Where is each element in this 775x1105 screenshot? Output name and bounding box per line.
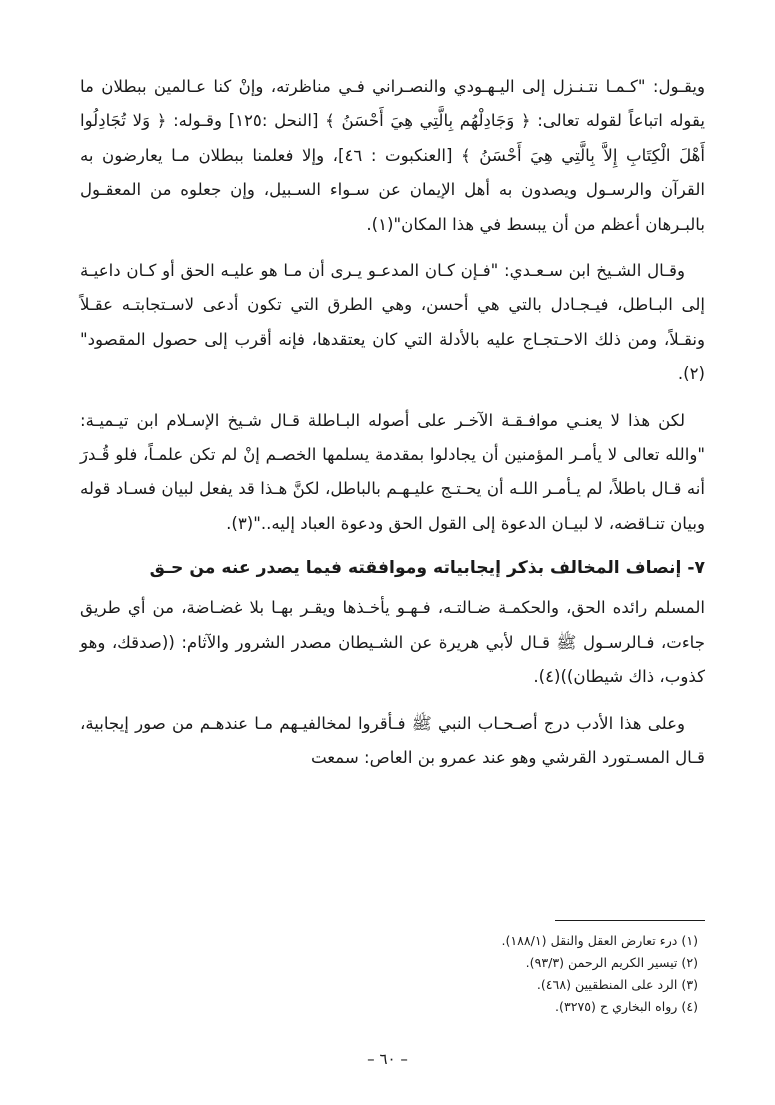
footnotes [80, 930, 698, 1018]
footnote: (٤) رواه البخاري ح (٣٢٧٥). [555, 999, 698, 1014]
paragraph: ويقـول: "كـمـا نتـنـزل إلى اليـهـودي والنصـراني فـي مناظرته، وإنْ كنا عـالمين ببطلان ما يقوله اتباعاً لقوله تعالى: ﴿ وَجَادِلْهُم بِالَّتِي هِيَ أَحْسَنُ ﴾ [النحل :١٢٥] وقـوله: ﴿ وَلا تُجَادِلُوا أَهْلَ الْكِتَابِ إِلاَّ بِالَّتِي هِيَ أَحْسَنُ ﴾ [العنكبوت : ٤٦]، وإلا فعلمنا ببطلان مـا يعارضون به القرآن والرسـول ويصدون به أهل الإيمان عن سـواء السـبيل، وإن جعلوه من المعقـول بالبـرهان أعظم من أن يبسط في هذا المكان"(١). [80, 77, 705, 234]
paragraph: وعلى هذا الأدب درج أصـحـاب النبي ﷺ فـأقروا لمخالفيـهم مـا عندهـم من صور إيجابية، قـال المسـتورد القرشي وهو عند عمرو بن العاص: سمعت [80, 713, 705, 767]
footnote: (٢) تيسير الكريم الرحمن (٩٣/٣). [525, 955, 698, 970]
page-number: – ٦٠ – [367, 1050, 408, 1068]
paragraph: لكن هذا لا يعنـي موافـقـة الآخـر على أصوله البـاطلة قـال شـيخ الإسـلام ابن تيـميـة: "والله تعالى لا يأمـر المؤمنين أن يجادلوا بمقدمة يسلمها الخصـم إنْ لم تكن علمـاً، فلو قُـدرَ أنه قـال باطلاً، لم يـأمـر اللـه أن يحـتـج عليـهـم بالباطل، لكنَّ هـذا قد يفعل لبيان فسـاد قوله وبيان تنـاقضه، لا لبيـان الدعوة إلى القول الحق ودعوة العباد إليه.."(٣). [80, 410, 705, 533]
paragraph: المسلم رائده الحق، والحكمـة ضـالتـه، فـهـو يأخـذها ويقـر بهـا بلا غضـاضة، من أي طريق جاءت، فـالرسـول ﷺ قـال لأبي هريرة عن الشـيطان مصدر الشرور والآثام: ((صدقك، وهو كذوب، ذاك شيطان))(٤). [80, 598, 705, 687]
footnote: (٣) الرد على المنطقيين (٤٦٨). [536, 977, 698, 992]
section-heading: ٧- إنصاف المخالف بذكر إيجابياته وموافقته فيما يصدر عنه من حـق [149, 558, 705, 579]
paragraph: وقـال الشـيخ ابن سـعـدي: "فـإن كـان المدعـو يـرى أن مـا هو عليـه الحق أو كـان داعيـة إلى البـاطل، فيـجـادل بالتي هي أحسن، وهي الطرق التي تكون أدعى لاسـتجابتـه عقـلاً ونقـلاً، ومن ذلك الاحـتجـاج عليه بالأدلة التي كان يعتقدها، فإنه أقرب إلى حصول المقصود"(٢). [80, 261, 705, 384]
footnote-divider [555, 920, 705, 921]
page-body [80, 70, 705, 775]
footnote: (١) درء تعارض العقل والنقل (١٨٨/١). [501, 933, 698, 948]
